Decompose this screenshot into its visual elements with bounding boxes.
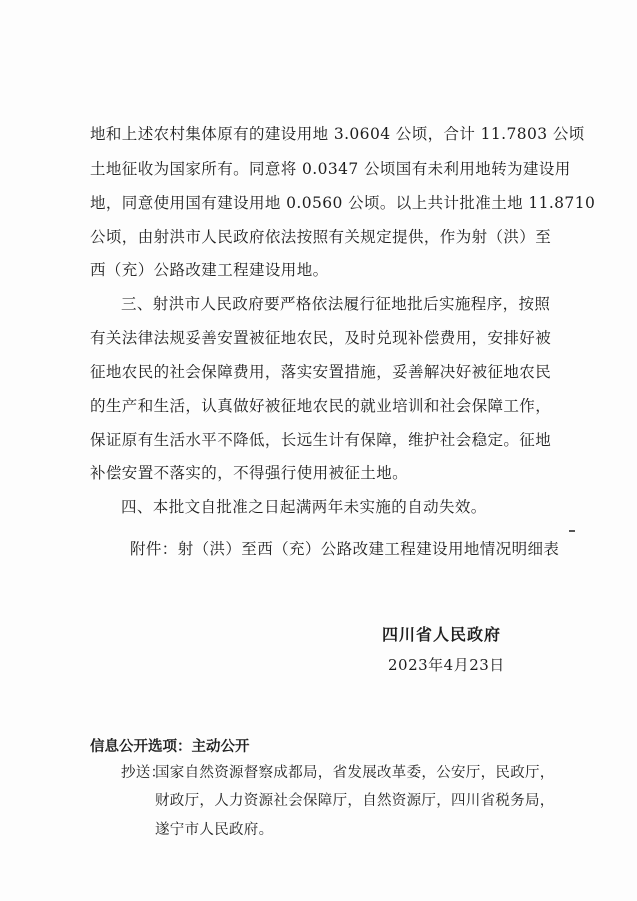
body-line: 的生产和生活，认真做好被征地农民的就业培训和社会保障工作， [90,397,552,415]
body-line: 征地农民的社会保障费用，落实安置措施，妥善解决好被征地农民 [90,363,552,381]
body-line: 地和上述农村集体原有的建设用地 3.0604 公顷，合计 11.7803 公顷 [90,125,585,143]
cc-recipients-line: 国家自然资源督察成都局，省发展改革委，公安厅，民政厅， [155,765,555,781]
body-line: 公顷，由射洪市人民政府依法按照有关规定提供，作为射（洪）至 [90,228,552,246]
issue-date: 2023年4月23日 [388,656,505,674]
cc-recipients-line: 遂宁市人民政府。 [155,822,274,838]
body-line: 土地征收为国家所有。同意将 0.0347 公顷国有未利用地转为建设用 [90,160,571,178]
cc-recipients-line: 财政厅，人力资源社会保障厅，自然资源厅，四川省税务局， [155,793,555,809]
body-line: 补偿安置不落实的，不得强行使用被征土地。 [90,464,409,482]
disclosure-option: 信息公开选项：主动公开 [90,739,250,755]
scan-mark [569,530,575,532]
paragraph-four: 四、本批文自批准之日起满两年未实施的自动失效。 [121,498,487,516]
attachment-line: 附件：射（洪）至西（充）公路改建工程建设用地情况明细表 [130,540,560,558]
body-line: 地，同意使用国有建设用地 0.0560 公顷。以上共计批准土地 11.8710 [90,194,596,212]
issuing-authority: 四川省人民政府 [382,625,502,644]
body-line: 西（充）公路改建工程建设用地。 [90,261,329,279]
cc-label: 抄送： [121,765,166,781]
paragraph-three-start: 三、射洪市人民政府要严格依法履行征地批后实施程序，按照 [121,295,551,313]
body-line: 有关法律法规妥善安置被征地农民，及时兑现补偿费用，安排好被 [90,329,552,347]
body-line: 保证原有生活水平不降低，长远生计有保障，维护社会稳定。征地 [90,431,552,449]
